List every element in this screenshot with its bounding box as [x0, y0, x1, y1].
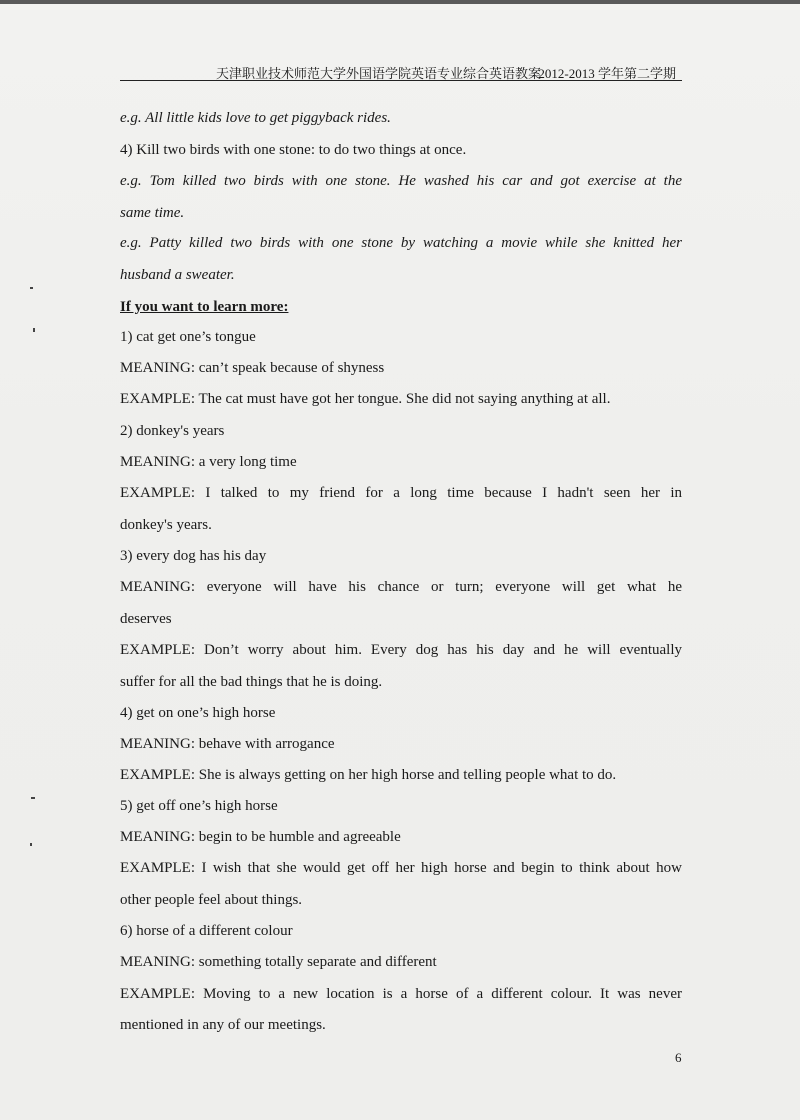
example-sentence-continued: same time. [120, 205, 185, 221]
section-heading: If you want to learn more: [120, 299, 289, 315]
idiom-meaning-continued: deserves [120, 611, 172, 627]
page-header [120, 62, 682, 81]
example-sentence-continued: husband a sweater. [120, 267, 235, 283]
idiom-meaning: MEANING: can’t speak because of shyness [120, 360, 385, 376]
idiom-item: 4) Kill two birds with one stone: to do two things at once. [120, 142, 467, 158]
page-number: 6 [675, 1050, 682, 1065]
idiom-meaning: MEANING: everyone will have his chance or turn; everyone will get what he [120, 579, 682, 595]
idiom-example: EXAMPLE: I wish that she would get off her high horse and begin to think about how [120, 860, 682, 876]
idiom-title: 1) cat get one’s tongue [120, 329, 256, 345]
idiom-title: 4) get on one’s high horse [120, 705, 276, 721]
header-term: 2012-2013 学年第二学期 [538, 66, 676, 81]
scan-speck [30, 843, 32, 846]
scan-speck [33, 328, 35, 332]
idiom-meaning: MEANING: begin to be humble and agreeable [120, 829, 401, 845]
idiom-example: EXAMPLE: She is always getting on her high horse and telling people what to do. [120, 767, 617, 783]
idiom-example-continued: donkey's years. [120, 517, 212, 533]
idiom-example-continued: other people feel about things. [120, 892, 303, 908]
idiom-example-continued: mentioned in any of our meetings. [120, 1017, 326, 1033]
idiom-example: EXAMPLE: I talked to my friend for a long time because I hadn't seen her in [120, 485, 682, 501]
idiom-meaning: MEANING: behave with arrogance [120, 736, 335, 752]
idiom-title: 2) donkey's years [120, 423, 225, 439]
idiom-title: 6) horse of a different colour [120, 923, 293, 939]
idiom-meaning: MEANING: something totally separate and different [120, 954, 437, 970]
example-sentence: e.g. Patty killed two birds with one stone by watching a movie while she knitted her [120, 235, 682, 251]
idiom-example: EXAMPLE: The cat must have got her tongue. She did not saying anything at all. [120, 391, 611, 407]
idiom-example: EXAMPLE: Don’t worry about him. Every dog has his day and he will eventually [120, 642, 682, 658]
example-sentence: e.g. All little kids love to get piggyback rides. [120, 110, 391, 126]
header-title: 天津职业技术师范大学外国语学院英语专业综合英语教案 [216, 66, 542, 81]
scan-speck [30, 287, 33, 289]
idiom-example-continued: suffer for all the bad things that he is doing. [120, 674, 383, 690]
scan-top-edge [0, 0, 800, 4]
idiom-title: 5) get off one’s high horse [120, 798, 278, 814]
idiom-example: EXAMPLE: Moving to a new location is a horse of a different colour. It was never [120, 986, 682, 1002]
idiom-meaning: MEANING: a very long time [120, 454, 297, 470]
idiom-title: 3) every dog has his day [120, 548, 267, 564]
example-sentence: e.g. Tom killed two birds with one stone. He washed his car and got exercise at the [120, 173, 682, 189]
scan-speck [31, 797, 35, 799]
